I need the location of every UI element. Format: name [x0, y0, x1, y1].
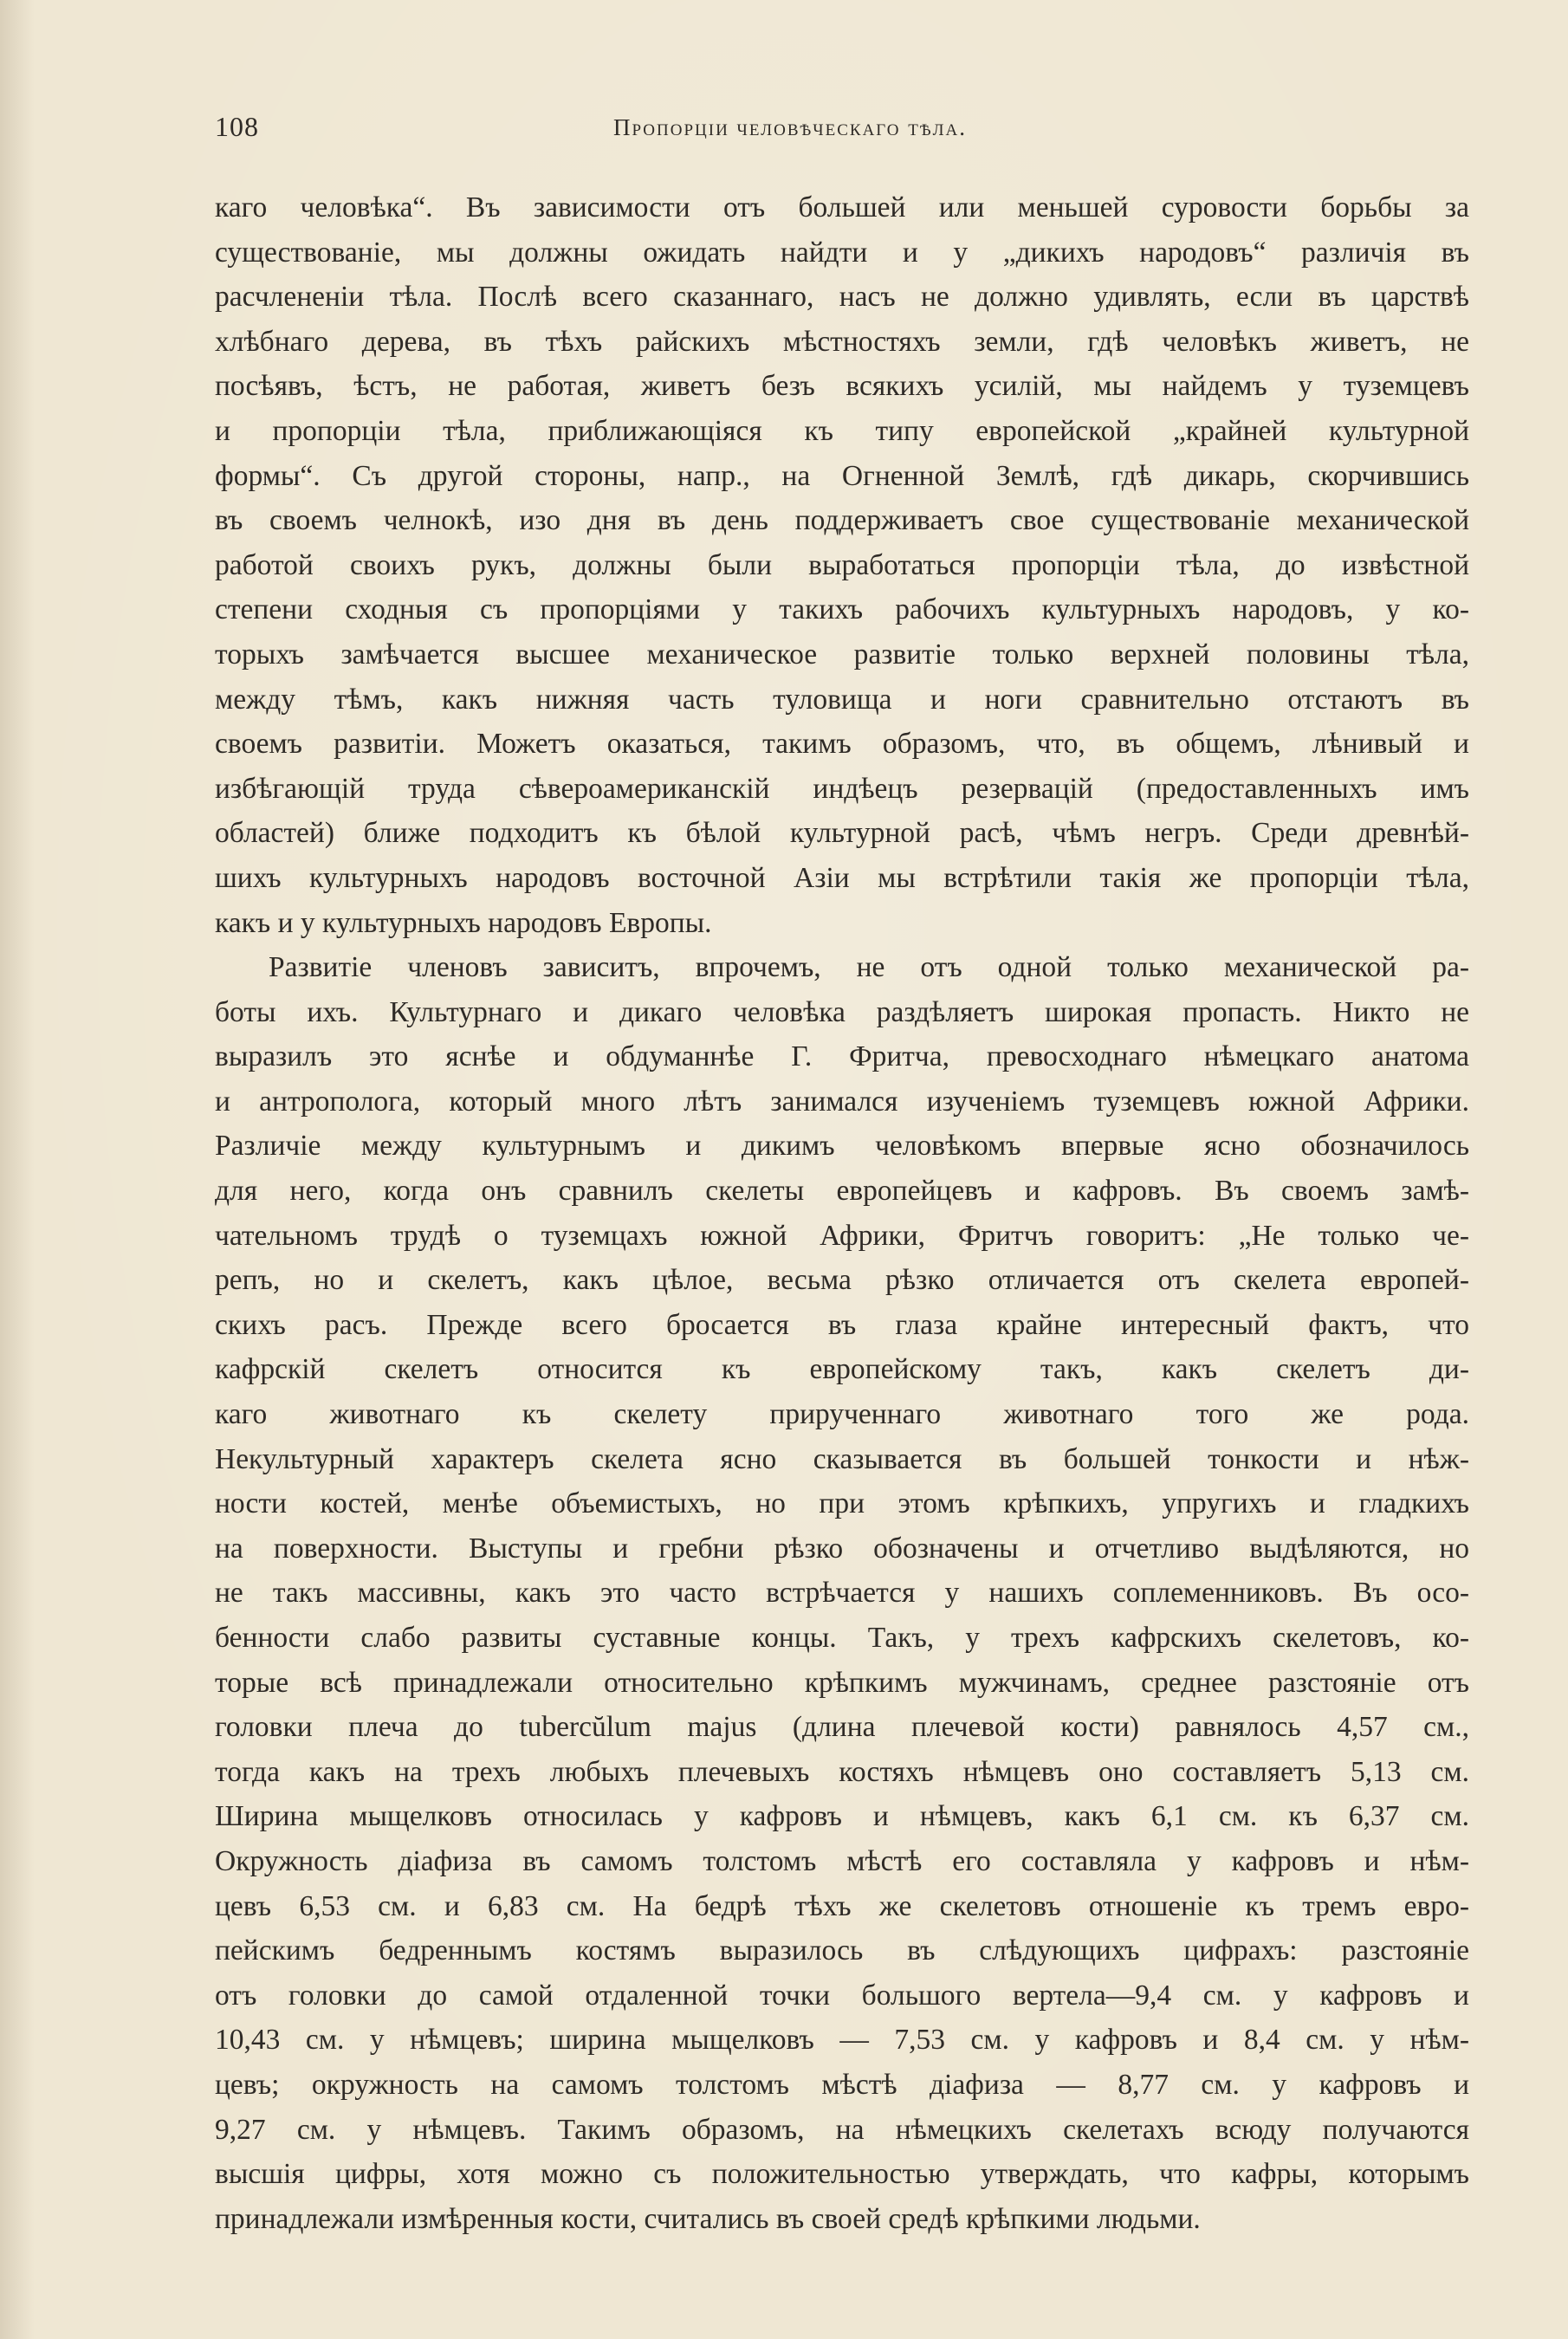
text-line: ности костей, менѣе объемистыхъ, но при этомъ крѣпкихъ, упругихъ и гладкихъ [215, 1487, 1469, 1520]
text-line: степени сходныя съ пропорціями у такихъ рабочихъ культурныхъ народовъ, у ко- [215, 593, 1469, 626]
running-title: Пропорціи человѣческаго тѣла. [613, 114, 967, 140]
text-line: на поверхности. Выступы и гребни рѣзко обозначены и отчетливо выдѣляются, но [215, 1532, 1469, 1565]
text-line: въ своемъ челнокѣ, изо дня въ день поддерживаетъ свое существованіе механической [215, 504, 1469, 537]
text-line: и антрополога, который много лѣтъ занимался изученіемъ туземцевъ южной Африки. [215, 1085, 1469, 1118]
text-line: работой своихъ рукъ, должны были выработаться пропорціи тѣла, до извѣстной [215, 548, 1469, 581]
text-line: Окружность діафиза въ самомъ толстомъ мѣстѣ его составляла у кафровъ и нѣм- [215, 1844, 1469, 1877]
text-line: отъ головки до самой отдаленной точки большого вертела—9,4 см. у кафровъ и [215, 1979, 1469, 2012]
text-line: и пропорціи тѣла, приближающіяся къ типу европейской „крайней культурной [215, 414, 1469, 447]
page-header [215, 111, 1471, 149]
text-line: областей) ближе подходитъ къ бѣлой культурной расѣ, чѣмъ негръ. Среди древнѣй- [215, 817, 1469, 850]
text-line: репъ, но и скелетъ, какъ цѣлое, весьма рѣзко отличается отъ скелета европей- [215, 1264, 1469, 1297]
text-line: скихъ расъ. Прежде всего бросается въ глаза крайне интересный фактъ, что [215, 1308, 1469, 1341]
text-line: для него, когда онъ сравнилъ скелеты европейцевъ и кафровъ. Въ своемъ замѣ- [215, 1175, 1469, 1208]
text-line: принадлежали измѣренныя кости, считались въ своей средѣ крѣпкими людьми. [215, 2202, 1201, 2235]
text-line: расчлененіи тѣла. Послѣ всего сказаннаго, насъ не должно удивлять, если въ царствѣ [215, 281, 1469, 314]
text-line: каго животнаго къ скелету прирученнаго животнаго того же рода. [215, 1398, 1469, 1431]
text-line: Развитіе членовъ зависитъ, впрочемъ, не отъ одной только механической ра- [269, 951, 1469, 984]
text-line: Некультурный характеръ скелета ясно сказывается въ большей тонкости и нѣж- [215, 1442, 1469, 1475]
text-line: кафрскій скелетъ относится къ европейскому такъ, какъ скелетъ ди- [215, 1353, 1469, 1386]
text-line: головки плеча до tubercŭlum majus (длина плечевой кости) равнялось 4,57 см., [215, 1711, 1469, 1744]
text-line: тогда какъ на трехъ любыхъ плечевыхъ костяхъ нѣмцевъ оно составляетъ 5,13 см. [215, 1755, 1469, 1788]
text-line: цевъ; окружность на самомъ толстомъ мѣстѣ діафиза — 8,77 см. у кафровъ и [215, 2068, 1469, 2101]
text-line: Различіе между культурнымъ и дикимъ человѣкомъ впервые ясно обозначилось [215, 1130, 1469, 1163]
text-line: избѣгающій труда сѣвероамериканскій индѣецъ резервацій (предоставленныхъ имъ [215, 772, 1469, 805]
text-line: выразилъ это яснѣе и обдуманнѣе Г. Фритча, превосходнаго нѣмецкаго анатома [215, 1040, 1469, 1073]
text-line: боты ихъ. Культурнаго и дикаго человѣка раздѣляетъ широкая пропасть. Никто не [215, 995, 1469, 1028]
text-line: шихъ культурныхъ народовъ восточной Азіи мы встрѣтили такія же пропорціи тѣла, [215, 861, 1469, 894]
text-line: цевъ 6,53 см. и 6,83 см. На бедрѣ тѣхъ же скелетовъ отношеніе къ тремъ евро- [215, 1889, 1469, 1922]
text-line: не такъ массивны, какъ это часто встрѣчается у нашихъ соплеменниковъ. Въ осо- [215, 1577, 1469, 1610]
text-line: 10,43 см. у нѣмцевъ; ширина мыщелковъ — 7,53 см. у кафровъ и 8,4 см. у нѣм- [215, 2024, 1469, 2057]
text-line: пейскимъ бедреннымъ костямъ выразилось въ слѣдующихъ цифрахъ: разстояніе [215, 1934, 1469, 1967]
page-edge-shadow [0, 0, 35, 2339]
text-line: своемъ развитіи. Можетъ оказаться, такимъ образомъ, что, въ общемъ, лѣнивый и [215, 728, 1469, 761]
text-line: между тѣмъ, какъ нижняя часть туловища и ноги сравнительно отстаютъ въ [215, 683, 1469, 716]
text-line: чательномъ трудѣ о туземцахъ южной Африки, Фритчъ говоритъ: „Не только че- [215, 1219, 1469, 1252]
text-line: какъ и у культурныхъ народовъ Европы. [215, 906, 712, 939]
text-line: 9,27 см. у нѣмцевъ. Такимъ образомъ, на нѣмецкихъ скелетахъ всюду получаются [215, 2113, 1469, 2146]
body-text [215, 185, 1469, 2241]
text-line: торые всѣ принадлежали относительно крѣпкимъ мужчинамъ, среднее разстояніе отъ [215, 1666, 1469, 1699]
text-line: Ширина мыщелковъ относилась у кафровъ и нѣмцевъ, какъ 6,1 см. къ 6,37 см. [215, 1800, 1469, 1833]
text-line: хлѣбнаго дерева, въ тѣхъ райскихъ мѣстностяхъ земли, гдѣ человѣкъ живетъ, не [215, 325, 1469, 358]
text-line: посѣявъ, ѣстъ, не работая, живетъ безъ всякихъ усилій, мы найдемъ у туземцевъ [215, 370, 1469, 403]
text-line: существованіе, мы должны ожидать найдти и у „дикихъ народовъ“ различія въ [215, 236, 1469, 269]
text-line: формы“. Съ другой стороны, напр., на Огненной Землѣ, гдѣ дикарь, скорчившись [215, 459, 1469, 492]
text-line: каго человѣка“. Въ зависимости отъ большей или меньшей суровости борьбы за [215, 191, 1469, 224]
text-line: бенности слабо развиты суставные концы. Такъ, у трехъ кафрскихъ скелетовъ, ко- [215, 1622, 1469, 1654]
text-line: высшія цифры, хотя можно съ положительностью утверждать, что кафры, которымъ [215, 2158, 1469, 2191]
text-line: торыхъ замѣчается высшее механическое развитіе только верхней половины тѣла, [215, 638, 1469, 671]
page-number: 108 [215, 111, 259, 142]
